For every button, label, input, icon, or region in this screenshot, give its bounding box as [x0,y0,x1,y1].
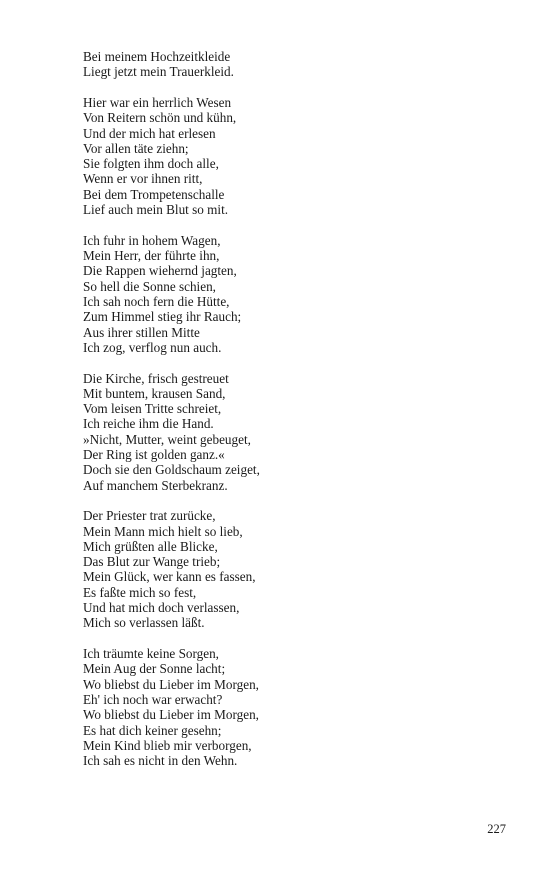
poem-text [83,49,503,784]
poem-line: Und hat mich doch verlassen, [83,600,240,616]
poem-line: Liegt jetzt mein Trauerkleid. [83,64,234,80]
page-number: 227 [487,822,506,836]
poem-stanza [83,371,503,493]
poem-stanza [83,95,503,217]
poem-line: Hier war ein herrlich Wesen [83,94,232,110]
poem-stanza [83,508,503,630]
poem-line: Mein Kind blieb mir verborgen, [83,737,252,753]
poem-line: Eh' ich noch war erwacht? [83,691,223,707]
poem-line: Der Ring ist golden ganz.« [83,447,225,462]
poem-line: Wenn er vor ihnen ritt, [83,171,203,187]
poem-line: Und der mich hat erlesen [83,125,216,141]
poem-line: Mich so verlassen läßt. [83,615,205,631]
poem-stanza [83,233,503,355]
poem-line: Die Rappen wiehernd jagten, [83,263,237,279]
poem-line: Mein Mann mich hielt so lieb, [83,523,243,539]
poem-line: Mit buntem, krausen Sand, [83,385,226,401]
poem-line: So hell die Sonne schien, [83,278,216,294]
poem-line: Vor allen täte ziehn; [83,140,189,156]
poem-stanza [83,49,503,80]
poem-line: Ich sah es nicht in den Wehn. [83,753,238,769]
poem-line: Mein Glück, wer kann es fassen, [83,569,256,585]
poem-line: Von Reitern schön und kühn, [83,110,237,126]
poem-line: Es hat dich keiner gesehn; [83,722,222,738]
poem-line: Das Blut zur Wange trieb; [83,554,221,570]
poem-line: Es faßte mich so fest, [83,584,197,600]
poem-line: Ich fuhr in hohem Wagen, [83,232,221,248]
poem-line: Mein Aug der Sonne lacht; [83,661,226,677]
poem-line: Wo bliebst du Lieber im Morgen, [83,707,259,723]
poem-line: Ich sah noch fern die Hütte, [83,293,230,309]
poem-line: Mich grüßten alle Blicke, [83,538,218,554]
poem-line: Die Kirche, frisch gestreuet [83,370,229,386]
poem-line: Zum Himmel stieg ihr Rauch; [83,309,242,325]
poem-line: Sie folgten ihm doch alle, [83,156,219,172]
poem-stanza [83,646,503,768]
poem-line: Auf manchem Sterbekranz. [83,477,228,493]
poem-line: Lief auch mein Blut so mit. [83,202,229,218]
poem-line: Doch sie den Goldschaum zeiget, [83,462,260,478]
poem-line: Aus ihrer stillen Mitte [83,324,200,340]
poem-line: Wo bliebst du Lieber im Morgen, [83,676,259,692]
poem-line: Bei meinem Hochzeitkleide [83,49,231,64]
poem-line: »Nicht, Mutter, weint gebeuget, [83,431,251,447]
poem-line: Ich reiche ihm die Hand. [83,416,214,432]
poem-line: Ich zog, verflog nun auch. [83,339,222,355]
poem-line: Mein Herr, der führte ihn, [83,248,220,264]
poem-line: Vom leisen Tritte schreiet, [83,401,222,417]
poem-line: Der Priester trat zurücke, [83,508,216,524]
poem-line: Bei dem Trompetenschalle [83,186,225,202]
poem-line: Ich träumte keine Sorgen, [83,646,219,662]
